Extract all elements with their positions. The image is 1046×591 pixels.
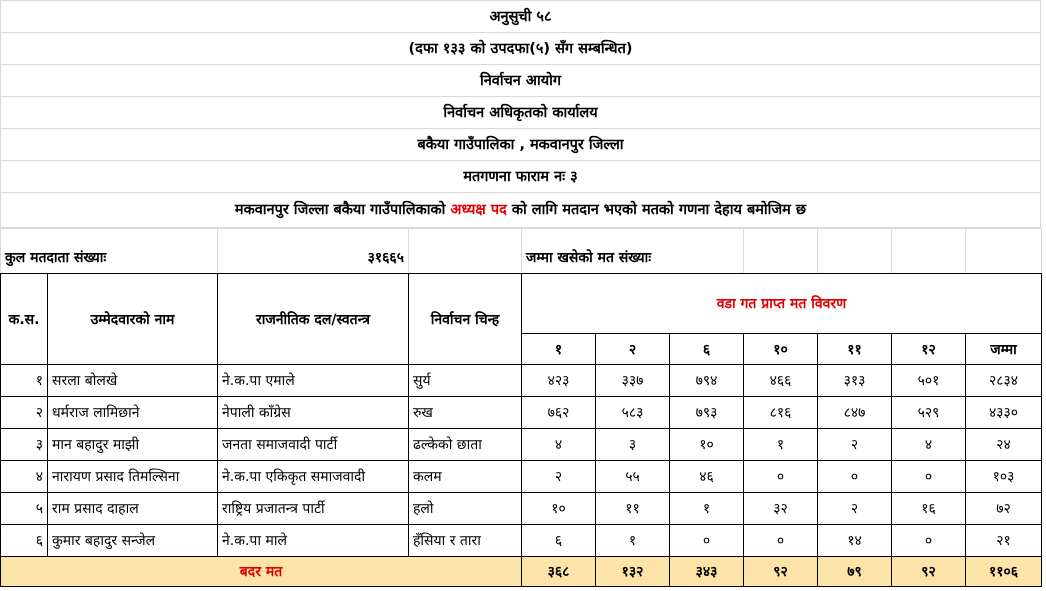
ward-votes: ३३७: [596, 365, 670, 397]
ward-header: १०: [744, 334, 818, 365]
candidate-symbol: रुख: [409, 397, 522, 429]
info-spacer: [409, 229, 522, 274]
schedule-title-text: अनुसुची ५८: [489, 9, 552, 25]
total-voters-label: कुल मतदाता संख्याः: [1, 229, 218, 274]
ward-votes: ८४७: [818, 397, 892, 429]
total-cast-label: जम्मा खसेको मत संख्याः: [522, 229, 744, 274]
candidate-row: [1, 461, 1042, 493]
description-line: [0, 193, 1041, 228]
ward-title: वडा गत प्राप्त मत विवरण: [522, 274, 1042, 334]
ward-votes: ०: [744, 461, 818, 493]
form-number-text: मतगणना फाराम नः ३: [463, 169, 578, 185]
info-empty-1: [744, 229, 818, 274]
ward-votes: ०: [818, 461, 892, 493]
candidate-name: नारायण प्रसाद तिमल्सिना: [48, 461, 218, 493]
candidate-party: ने.क.पा माले: [218, 525, 409, 557]
candidate-symbol: ढल्केको छाता: [409, 429, 522, 461]
candidate-name: धर्मराज लामिछाने: [48, 397, 218, 429]
municipality-name-text: बकैया गाउँपालिका , मकवानपुर जिल्ला: [417, 137, 624, 153]
candidate-party: ने.क.पा एमाले: [218, 365, 409, 397]
invalid-total-votes: ११०६: [966, 557, 1042, 587]
row-sn: १: [1, 365, 48, 397]
info-empty-4: [966, 229, 1042, 274]
municipality-name: [0, 129, 1041, 161]
row-sn: ५: [1, 493, 48, 525]
post-highlight: अध्यक्ष: [450, 202, 486, 218]
ward-votes: २: [818, 429, 892, 461]
ward-votes: ०: [892, 525, 966, 557]
candidate-name: कुमार बहादुर सन्जेल: [48, 525, 218, 557]
row-sn: ६: [1, 525, 48, 557]
ward-votes: ०: [670, 525, 744, 557]
invalid-ward-votes: ९२: [744, 557, 818, 587]
candidate-name: राम प्रसाद दाहाल: [48, 493, 218, 525]
candidate-party: ने.क.पा एकिकृत समाजवादी: [218, 461, 409, 493]
row-sn: २: [1, 397, 48, 429]
ward-votes: ४: [522, 429, 596, 461]
ward-header: ६: [670, 334, 744, 365]
candidate-row: [1, 493, 1042, 525]
ward-votes: १: [670, 493, 744, 525]
ward-votes: ०: [744, 525, 818, 557]
candidate-symbol: हलो: [409, 493, 522, 525]
invalid-ward-votes: ७९: [818, 557, 892, 587]
ward-votes: २: [522, 461, 596, 493]
col-name-header: उम्मेदवारको नाम: [48, 274, 218, 365]
ward-votes: ७९३: [670, 397, 744, 429]
candidate-row: [1, 365, 1042, 397]
info-empty-3: [892, 229, 966, 274]
candidate-party: जनता समाजवादी पार्टी: [218, 429, 409, 461]
section-reference-text: (दफा १३३ को उपदफा(५) सँग सम्बन्धित): [408, 41, 633, 57]
info-row: [1, 229, 1042, 274]
ward-votes: १६: [892, 493, 966, 525]
ward-votes: ५०१: [892, 365, 966, 397]
commission-name: [0, 65, 1041, 97]
header-row: [1, 274, 1042, 334]
invalid-votes-row: [1, 557, 1042, 587]
total-votes: ४३३०: [966, 397, 1042, 429]
ward-votes: ५५: [596, 461, 670, 493]
description-pre: मकवानपुर जिल्ला बकैया गाउँपालिकाको: [234, 202, 446, 218]
ward-votes: ६: [522, 525, 596, 557]
ward-votes: ८१६: [744, 397, 818, 429]
commission-name-text: निर्वाचन आयोग: [479, 73, 562, 89]
ward-votes: ११: [596, 493, 670, 525]
ward-votes: ४: [892, 429, 966, 461]
candidate-row: [1, 397, 1042, 429]
candidate-row: [1, 429, 1042, 461]
total-header: जम्मा: [966, 334, 1042, 365]
total-votes: २१: [966, 525, 1042, 557]
ward-votes: ७९४: [670, 365, 744, 397]
info-empty-2: [818, 229, 892, 274]
ward-votes: १०: [522, 493, 596, 525]
invalid-ward-votes: ९२: [892, 557, 966, 587]
ward-votes: २: [818, 493, 892, 525]
ward-votes: ३: [596, 429, 670, 461]
ward-votes: ०: [892, 461, 966, 493]
ward-header: १: [522, 334, 596, 365]
ward-votes: ३१३: [818, 365, 892, 397]
post-highlight-suffix: पद: [490, 202, 507, 218]
candidate-name: सरला बोलखे: [48, 365, 218, 397]
ward-header: २: [596, 334, 670, 365]
total-votes: २८३४: [966, 365, 1042, 397]
invalid-ward-votes: ३६८: [522, 557, 596, 587]
row-sn: ३: [1, 429, 48, 461]
total-votes: १०३: [966, 461, 1042, 493]
invalid-votes-label: बदर मत: [1, 557, 522, 587]
ward-votes: ३२: [744, 493, 818, 525]
col-party-header: राजनीतिक दल/स्वतन्त्र: [218, 274, 409, 365]
candidate-row: [1, 525, 1042, 557]
total-votes: ७२: [966, 493, 1042, 525]
ward-votes: १०: [670, 429, 744, 461]
ward-votes: ४२३: [522, 365, 596, 397]
vote-table: [0, 228, 1042, 587]
ward-votes: १: [596, 525, 670, 557]
col-sn-header: क.स.: [1, 274, 48, 365]
ward-votes: ५२९: [892, 397, 966, 429]
candidate-symbol: हँसिया र तारा: [409, 525, 522, 557]
ward-header: १२: [892, 334, 966, 365]
office-name: [0, 97, 1041, 129]
candidate-party: राष्ट्रिय प्रजातन्त्र पार्टी: [218, 493, 409, 525]
candidate-party: नेपाली काँग्रेस: [218, 397, 409, 429]
ward-votes: ४६६: [744, 365, 818, 397]
description-tail: को लागि मतदान भएको मतको गणना देहाय बमोजिम छ: [511, 202, 807, 218]
ward-votes: ७६२: [522, 397, 596, 429]
invalid-ward-votes: ३४३: [670, 557, 744, 587]
ward-votes: ४६: [670, 461, 744, 493]
ward-votes: १४: [818, 525, 892, 557]
office-name-text: निर्वाचन अधिकृतको कार्यालय: [443, 105, 598, 121]
candidate-symbol: सुर्य: [409, 365, 522, 397]
total-votes: २४: [966, 429, 1042, 461]
total-voters-value: ३१६६५: [218, 229, 409, 274]
candidate-name: मान बहादुर माझी: [48, 429, 218, 461]
invalid-ward-votes: १३२: [596, 557, 670, 587]
ward-header: ११: [818, 334, 892, 365]
col-symbol-header: निर्वाचन चिन्ह: [409, 274, 522, 365]
ward-votes: १: [744, 429, 818, 461]
row-sn: ४: [1, 461, 48, 493]
candidate-symbol: कलम: [409, 461, 522, 493]
schedule-title: [0, 0, 1041, 33]
section-reference: [0, 33, 1041, 65]
ward-votes: ५८३: [596, 397, 670, 429]
form-number: [0, 161, 1041, 193]
